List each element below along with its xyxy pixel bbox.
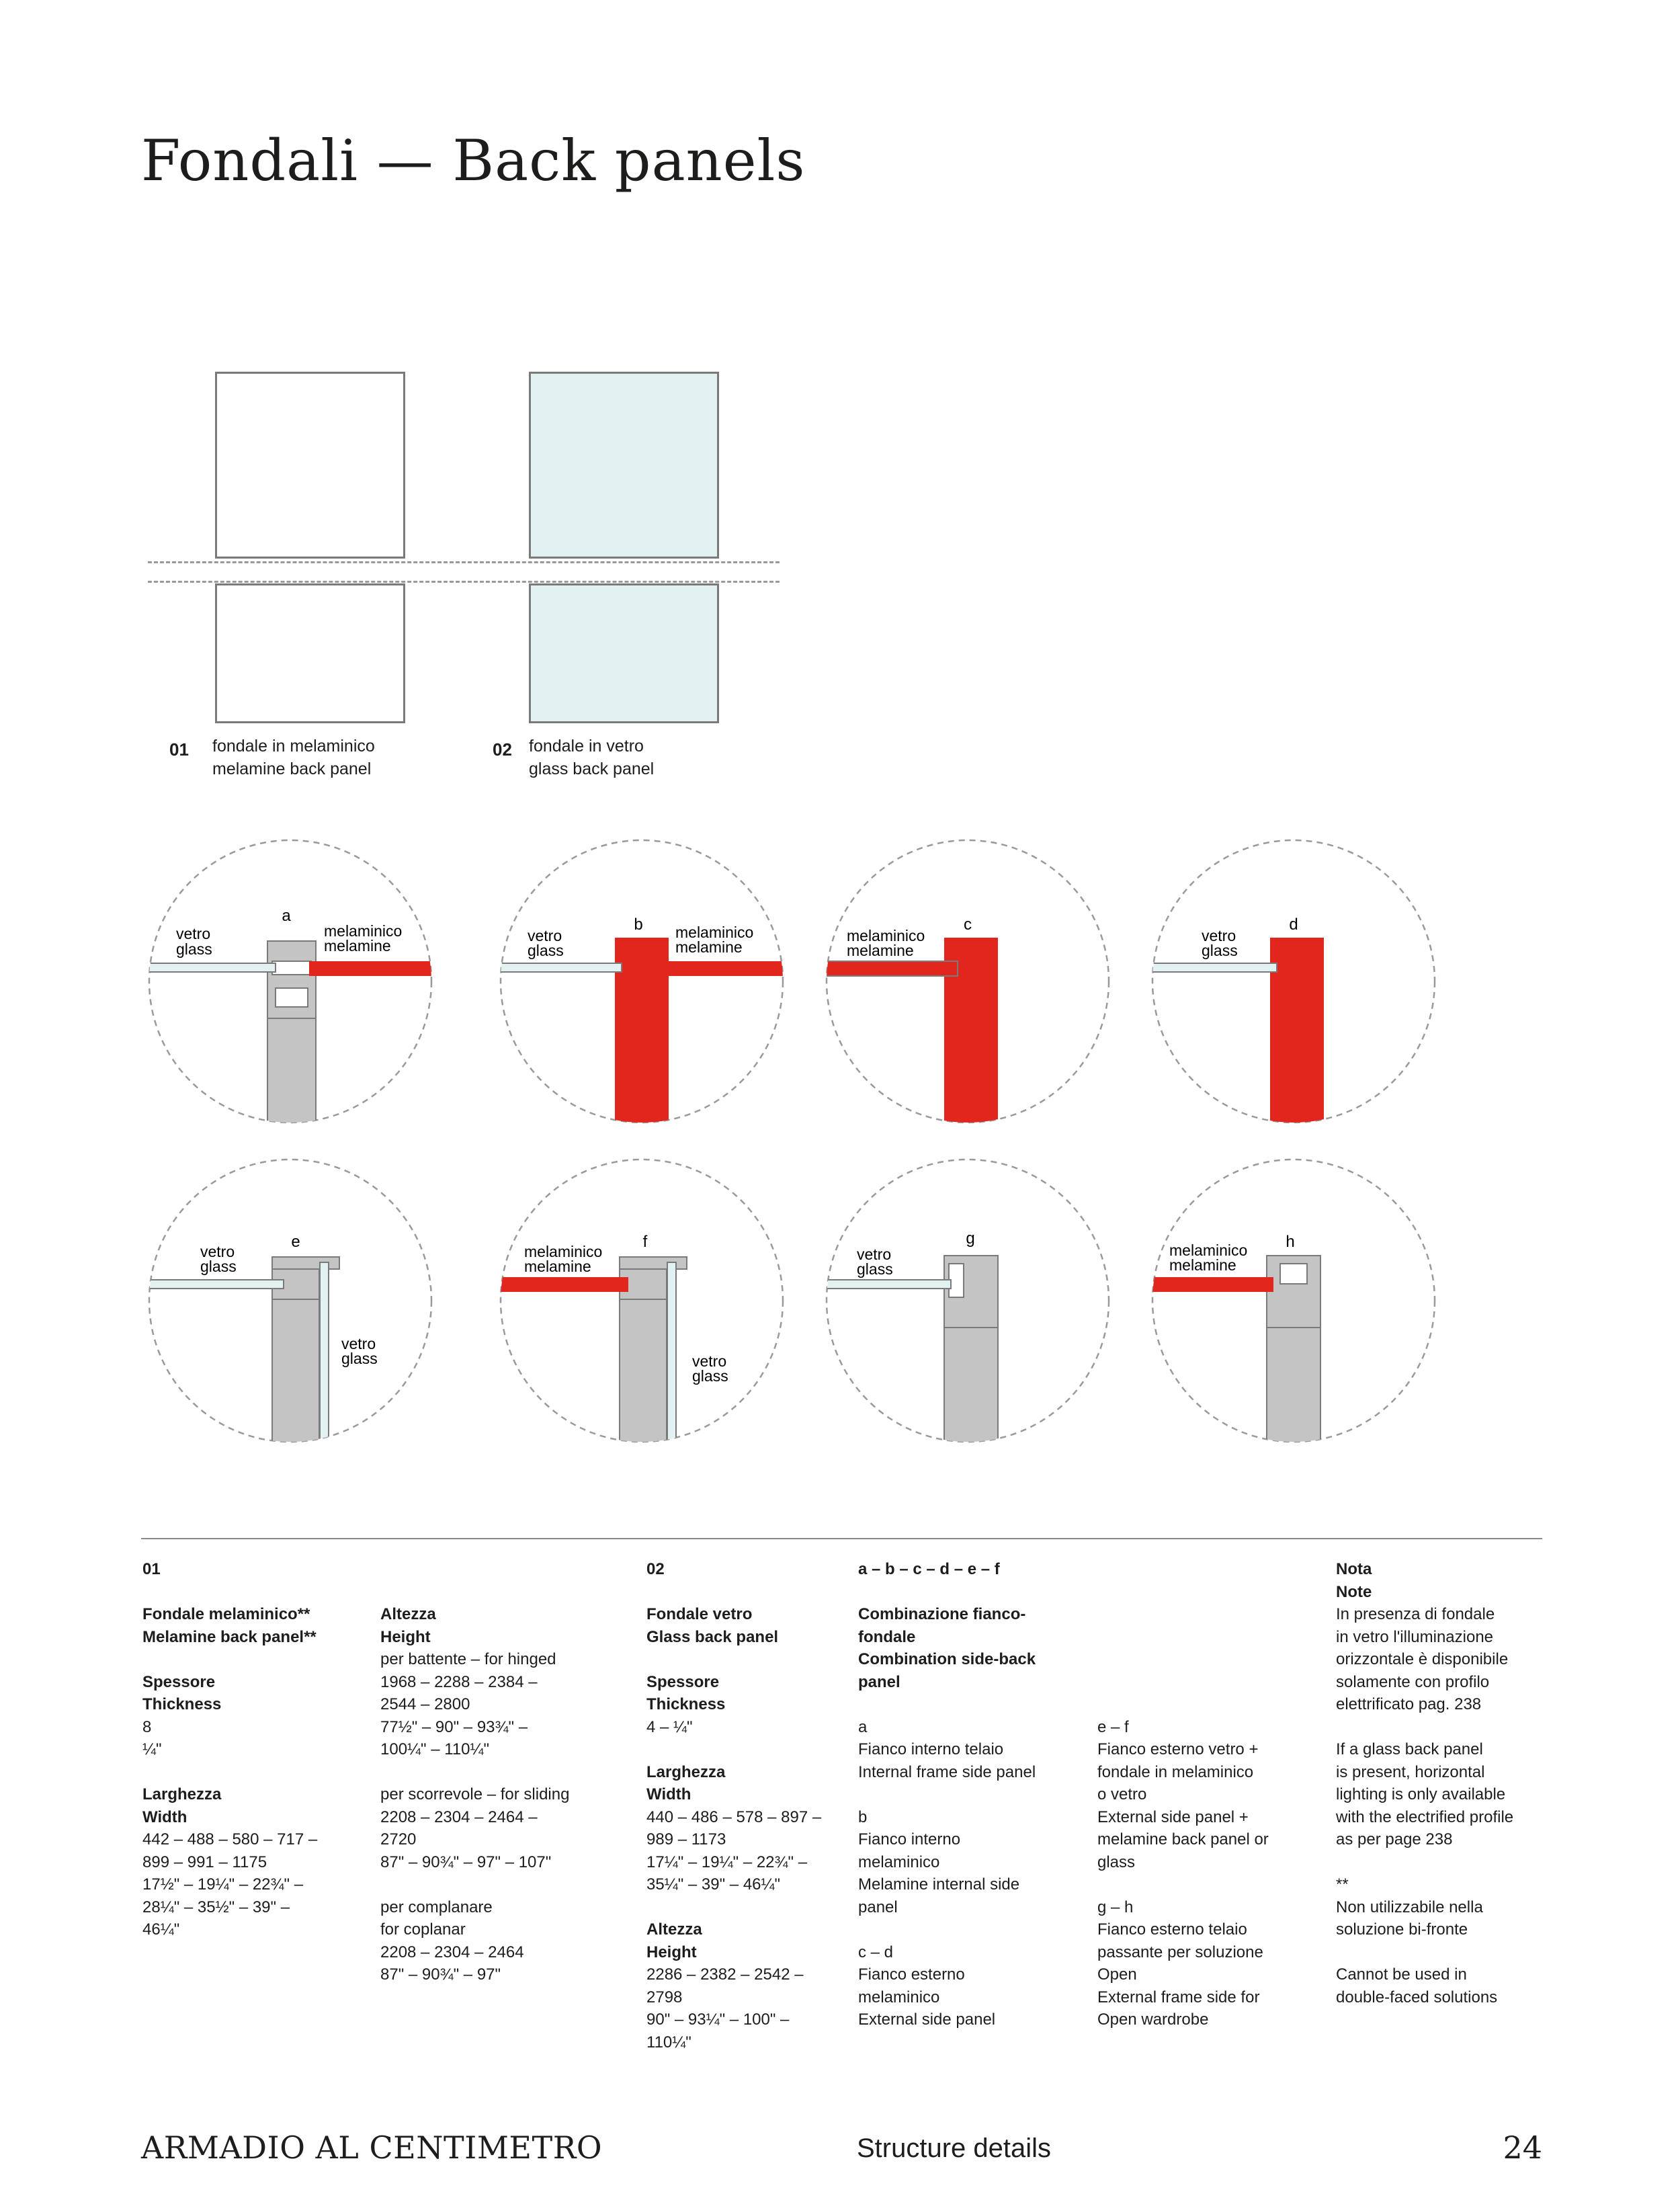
detail-e <box>134 1159 431 1451</box>
spec-line <box>1097 1873 1312 1896</box>
spec-line <box>380 1873 609 1896</box>
spec-line <box>380 1581 609 1604</box>
detail-letter: g <box>966 1229 975 1248</box>
material-label: vetro <box>200 1243 235 1260</box>
material-label: melaminico <box>324 922 403 940</box>
spec-heading: Thickness <box>646 1695 726 1713</box>
glass-side-pane <box>667 1262 676 1451</box>
spec-line: 100¼" – 110¼" <box>380 1740 490 1758</box>
spec-heading: Nota <box>1336 1560 1372 1578</box>
spec-line: Cannot be used in <box>1336 1965 1467 1984</box>
glass-pane <box>134 1280 284 1289</box>
spec-heading: Altezza <box>646 1920 702 1939</box>
detail-g <box>827 1159 1109 1449</box>
aluminium-upright <box>267 1018 316 1126</box>
detail-letter: d <box>1289 915 1298 934</box>
spec-line: 46¼" <box>142 1920 180 1939</box>
panel-number: 02 <box>493 739 512 760</box>
spec-line: a <box>858 1717 868 1736</box>
spec-line: 77½" – 90" – 93¾" – <box>380 1717 528 1736</box>
spec-line: 87" – 90¾" – 97" – 107" <box>380 1853 552 1871</box>
aluminium-upright <box>944 1328 998 1449</box>
spec-heading: Spessore <box>646 1672 720 1691</box>
spec-line: 2720 <box>380 1830 417 1848</box>
aluminium-upright <box>1267 1328 1320 1449</box>
aluminium-profile <box>944 1256 998 1328</box>
section-divider <box>141 1538 1542 1539</box>
spec-heading: Glass back panel <box>646 1627 779 1646</box>
spec-line: ** <box>1336 1875 1349 1894</box>
spec-heading: Combinazione fianco- <box>858 1605 1026 1623</box>
material-label: melamine <box>324 937 391 954</box>
spec-line: External side panel <box>858 2010 996 2029</box>
spec-line: for coplanar <box>380 1920 466 1939</box>
material-label: melaminico <box>675 924 754 941</box>
spec-heading: Width <box>646 1785 691 1803</box>
material-label: glass <box>200 1258 237 1275</box>
glass-pane <box>134 963 276 972</box>
detail-letter: b <box>634 915 643 934</box>
spec-line: 2208 – 2304 – 2464 <box>380 1943 524 1961</box>
spec-line: b <box>858 1807 868 1826</box>
spec-line: ¼" <box>142 1740 162 1758</box>
material-label: glass <box>857 1260 893 1278</box>
spec-line: 2798 <box>646 1988 683 2006</box>
spec-line: 1968 – 2288 – 2384 – <box>380 1672 538 1691</box>
spec-line: e – f <box>1097 1717 1129 1736</box>
spec-line <box>1097 1626 1312 1649</box>
panel-label-en: glass back panel <box>529 760 655 778</box>
spec-line: Non utilizzabile nella <box>1336 1898 1483 1916</box>
spec-line: lighting is only available <box>1336 1785 1506 1803</box>
detail-letter: h <box>1286 1233 1295 1251</box>
spec-line: panel <box>858 1898 898 1916</box>
spec-line: 2208 – 2304 – 2464 – <box>380 1807 538 1826</box>
spec-heading: Melamine back panel** <box>142 1627 317 1646</box>
spec-line: as per page 238 <box>1336 1830 1453 1848</box>
spec-line: Fianco interno <box>858 1830 961 1848</box>
spec-line <box>1097 1603 1312 1626</box>
panel-label-en: melamine back panel <box>212 760 372 778</box>
spec-line <box>142 1581 364 1604</box>
material-label: vetro <box>1202 927 1236 944</box>
glass-pane <box>484 963 622 972</box>
spec-line <box>380 1558 609 1581</box>
panel-number: 01 <box>169 739 189 760</box>
spec-line <box>1336 1941 1551 1964</box>
material-label: melamine <box>524 1258 591 1275</box>
spec-heading: Thickness <box>142 1695 222 1713</box>
spec-line <box>858 1918 1087 1941</box>
spec-column-melamine <box>142 1558 364 1941</box>
detail-letter: a <box>282 907 291 925</box>
spec-line <box>1097 1648 1312 1671</box>
spec-line <box>1336 1716 1551 1739</box>
spec-line: passante per soluzione <box>1097 1943 1263 1961</box>
footer-collection-name: ARMADIO AL CENTIMETRO <box>141 2129 603 2166</box>
page-title: Fondali — Back panels <box>141 128 806 194</box>
material-label: glass <box>692 1367 728 1385</box>
spec-line <box>858 1783 1087 1806</box>
aluminium-upright <box>620 1294 667 1449</box>
spec-line: per battente – for hinged <box>380 1650 556 1668</box>
spec-line: g – h <box>1097 1898 1134 1916</box>
glass-side-pane <box>320 1262 329 1451</box>
spec-line: o vetro <box>1097 1785 1147 1803</box>
spec-heading: Spessore <box>142 1672 216 1691</box>
spec-heading: Larghezza <box>142 1785 222 1803</box>
spec-line: melamine back panel or <box>1097 1830 1269 1848</box>
spec-line <box>646 1581 848 1604</box>
spec-heading: Height <box>646 1943 697 1961</box>
spec-heading: panel <box>858 1672 900 1691</box>
panel-label-it: fondale in vetro <box>529 737 644 756</box>
melamine-panel <box>309 961 444 976</box>
material-label: glass <box>1202 942 1238 959</box>
spec-heading: 01 <box>142 1560 161 1578</box>
detail-f <box>497 1159 783 1451</box>
material-label: vetro <box>857 1246 892 1263</box>
detail-letter: c <box>964 915 972 934</box>
spec-line: with the electrified profile <box>1336 1807 1514 1826</box>
spec-heading: 02 <box>646 1560 665 1578</box>
footer-section-title: Structure details <box>857 2133 1052 2163</box>
detail-letter: f <box>642 1233 648 1251</box>
spec-line <box>1097 1693 1312 1716</box>
spec-line: c – d <box>858 1943 894 1961</box>
spec-line: Internal frame side panel <box>858 1762 1036 1781</box>
spec-column-combinations <box>858 1558 1087 2031</box>
material-label: melamine <box>847 942 914 959</box>
melamine-side-panel <box>1270 938 1324 1126</box>
spec-line: 90" – 93¼" – 100" – <box>646 2010 790 2029</box>
spec-column-glass <box>646 1558 848 2053</box>
spec-line: 87" – 90¾" – 97" <box>380 1965 501 1984</box>
spec-line: orizzontale è disponibile <box>1336 1650 1509 1668</box>
spec-line <box>1097 1581 1312 1604</box>
spec-line: 8 <box>142 1717 152 1736</box>
panel-label-it: fondale in melaminico <box>212 737 375 756</box>
glass-pane <box>1142 963 1277 972</box>
spec-line: Open wardrobe <box>1097 2010 1209 2029</box>
page-number: 24 <box>1503 2129 1542 2166</box>
spec-line: Fianco esterno telaio <box>1097 1920 1247 1939</box>
spec-line <box>380 1761 609 1784</box>
spec-line: melaminico <box>858 1988 940 2006</box>
melamine-panel <box>1149 1277 1273 1292</box>
material-label: glass <box>528 942 564 959</box>
spec-line: per complanare <box>380 1898 493 1916</box>
spec-line: 35¼" – 39" – 46¼" <box>646 1875 781 1894</box>
spec-line: External frame side for <box>1097 1988 1260 2006</box>
detail-a <box>134 840 444 1126</box>
spec-heading: Combination side-back <box>858 1650 1036 1668</box>
material-label: vetro <box>176 925 211 942</box>
material-label: melaminico <box>847 927 925 944</box>
spec-line: If a glass back panel <box>1336 1740 1483 1758</box>
spec-line: Melamine internal side <box>858 1875 1020 1894</box>
spec-line <box>858 1693 1087 1716</box>
spec-line: Fianco interno telaio <box>858 1740 1004 1758</box>
glass-pane <box>827 1280 951 1289</box>
detail-c <box>820 840 1109 1126</box>
spec-line: External side panel + <box>1097 1807 1249 1826</box>
spec-column-combinations-2 <box>1097 1558 1312 2031</box>
spec-line: 17¼" – 19¼" – 22¾" – <box>646 1853 808 1871</box>
spec-line <box>1336 1851 1551 1874</box>
spec-heading: fondale <box>858 1627 916 1646</box>
spec-heading: Fondale melaminico** <box>142 1605 310 1623</box>
material-label: melaminico <box>524 1243 603 1260</box>
spec-line <box>1097 1671 1312 1694</box>
spec-line: 442 – 488 – 580 – 717 – <box>142 1830 318 1848</box>
spec-line <box>142 1648 364 1671</box>
spec-heading: Height <box>380 1627 431 1646</box>
spec-line: solamente con profilo <box>1336 1672 1490 1691</box>
spec-line: 899 – 991 – 1175 <box>142 1853 267 1871</box>
spec-column-heights <box>380 1558 609 1986</box>
spec-line: double-faced solutions <box>1336 1988 1498 2006</box>
spec-heading: Altezza <box>380 1605 436 1623</box>
spec-line <box>646 1738 848 1761</box>
material-label: melamine <box>1169 1256 1236 1274</box>
spec-line: 440 – 486 – 578 – 897 – <box>646 1807 822 1826</box>
melamine-panel <box>659 961 793 976</box>
material-label: vetro <box>528 927 562 944</box>
material-label: vetro <box>692 1352 727 1370</box>
spec-line: Fianco esterno vetro + <box>1097 1740 1259 1758</box>
material-label: vetro <box>341 1335 376 1352</box>
detail-h <box>1149 1159 1435 1449</box>
aluminium-profile <box>1267 1256 1320 1328</box>
detail-letter: e <box>291 1233 300 1251</box>
spec-line <box>646 1896 848 1919</box>
spec-line <box>142 1761 364 1784</box>
spec-line: elettrificato pag. 238 <box>1336 1695 1482 1713</box>
spec-line: 2544 – 2800 <box>380 1695 470 1713</box>
spec-line <box>646 1648 848 1671</box>
spec-line: 17½" – 19¼" – 22¾" – <box>142 1875 304 1894</box>
spec-heading: Width <box>142 1807 187 1826</box>
spec-line: 989 – 1173 <box>646 1830 726 1848</box>
spec-line: glass <box>1097 1853 1136 1871</box>
material-label: glass <box>341 1350 378 1367</box>
aluminium-profile <box>267 941 316 1018</box>
spec-heading: Larghezza <box>646 1762 726 1781</box>
spec-heading: Note <box>1336 1582 1372 1601</box>
spec-heading: Fondale vetro <box>646 1605 753 1623</box>
spec-line: In presenza di fondale <box>1336 1605 1495 1623</box>
spec-line: 4 – ¼" <box>646 1717 693 1736</box>
spec-line <box>1097 1558 1312 1581</box>
material-label: melaminico <box>1169 1242 1248 1259</box>
spec-line: 28¼" – 35½" – 39" – <box>142 1898 290 1916</box>
spec-heading: a – b – c – d – e – f <box>858 1560 1000 1578</box>
spec-line: in vetro l'illuminazione <box>1336 1627 1494 1646</box>
spec-line: melaminico <box>858 1853 940 1871</box>
spec-line: fondale in melaminico <box>1097 1762 1254 1781</box>
spec-line: is present, horizontal <box>1336 1762 1485 1781</box>
spec-line: 110¼" <box>646 2033 691 2051</box>
melamine-panel <box>497 1277 628 1292</box>
spec-line: 2286 – 2382 – 2542 – <box>646 1965 804 1984</box>
detail-b <box>484 840 793 1126</box>
spec-line: Open <box>1097 1965 1137 1984</box>
spec-column-note <box>1336 1558 1551 2008</box>
material-label: glass <box>176 940 212 958</box>
spec-line: soluzione bi-fronte <box>1336 1920 1468 1939</box>
spec-line: Fianco esterno <box>858 1965 965 1984</box>
spec-line <box>858 1581 1087 1604</box>
material-label: melamine <box>675 938 743 956</box>
spec-line: per scorrevole – for sliding <box>380 1785 570 1803</box>
aluminium-upright <box>272 1294 319 1449</box>
melamine-panel <box>820 961 958 976</box>
detail-d <box>1142 840 1435 1126</box>
